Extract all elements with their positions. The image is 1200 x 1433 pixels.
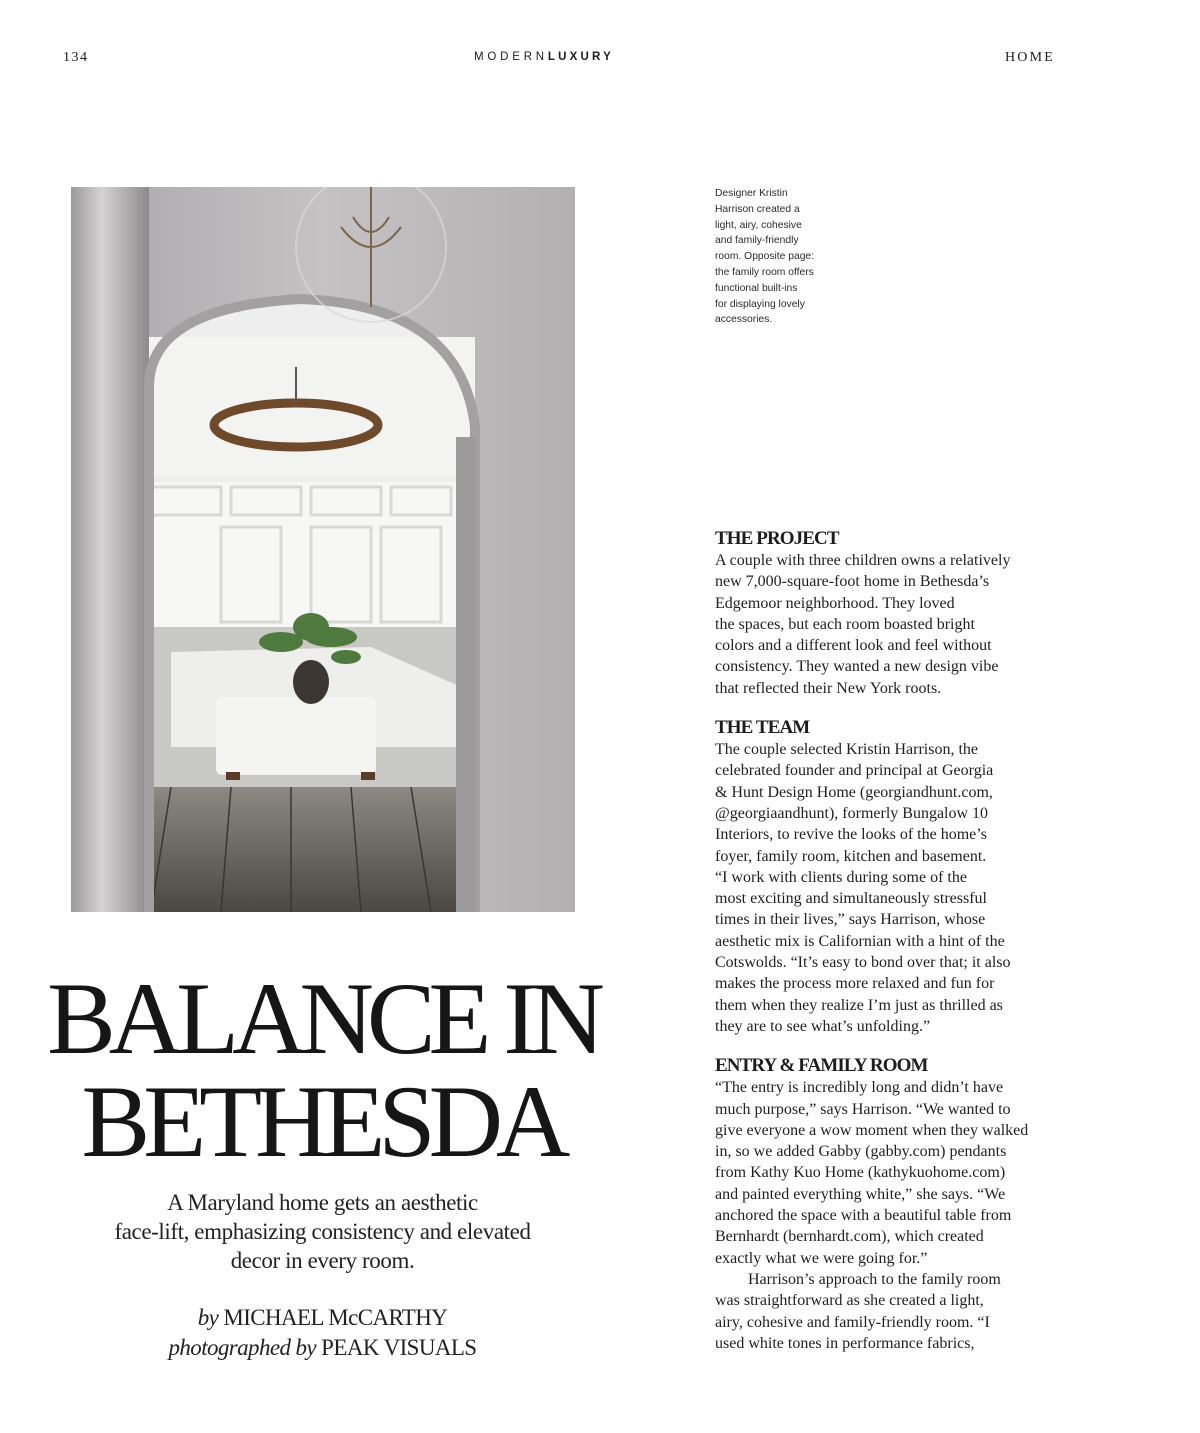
feature-photo xyxy=(71,187,575,912)
headline-line-2: BETHESDA xyxy=(81,1065,564,1179)
caption-line: for displaying lovely xyxy=(715,298,805,310)
body-line: Interiors, to revive the looks of the home’s xyxy=(715,826,987,844)
body-line: that reflected their New York roots. xyxy=(715,679,942,697)
caption-line: and family-friendly xyxy=(715,235,799,247)
body-line: & Hunt Design Home (georgiandhunt.com, xyxy=(715,783,993,801)
masthead-logo xyxy=(474,51,614,63)
caption-line: room. Opposite page: xyxy=(715,251,815,263)
body-line: airy, cohesive and family-friendly room. “I xyxy=(715,1313,990,1331)
caption-line: accessories. xyxy=(715,314,773,326)
dek-line: decor in every room. xyxy=(230,1248,415,1273)
body-line: from Kathy Kuo Home (kathykuohome.com) xyxy=(715,1164,1006,1182)
author-name: MICHAEL McCARTHY xyxy=(223,1305,448,1330)
caption-line: the family room offers xyxy=(715,266,814,278)
section-label: HOME xyxy=(1005,50,1056,65)
masthead-logo-light: MODERN xyxy=(474,51,548,63)
body-line: and painted everything white,” she says. “We xyxy=(715,1185,1006,1203)
page-number: 134 xyxy=(63,50,89,65)
caption-line: functional built-ins xyxy=(715,282,798,294)
body-line: Edgemoor neighborhood. They loved xyxy=(715,594,955,612)
body-line: much purpose,” says Harrison. “We wanted to xyxy=(715,1100,1011,1118)
body-line: them when they realize I’m just as thrilled as xyxy=(715,996,1003,1014)
section-heading: THE PROJECT xyxy=(715,528,839,549)
dek-line: face-lift, emphasizing consistency and elevated xyxy=(114,1219,531,1244)
body-line: Cotswolds. “It’s easy to bond over that; it also xyxy=(715,954,1011,972)
caption-line: Designer Kristin xyxy=(715,188,788,199)
body-line: exactly what we were going for.” xyxy=(715,1249,928,1267)
body-line: anchored the space with a beautiful table from xyxy=(715,1207,1012,1225)
dek-line: A Maryland home gets an aesthetic xyxy=(167,1190,478,1215)
section-heading: ENTRY & FAMILY ROOM xyxy=(715,1055,928,1077)
body-line: the spaces, but each room boasted bright xyxy=(715,615,975,633)
headline-line-1: BALANCE IN xyxy=(47,962,598,1076)
credits xyxy=(40,1303,605,1363)
body-line: most exciting and simultaneously stressful xyxy=(715,890,987,908)
body-line: new 7,000-square-foot home in Bethesda’s xyxy=(715,573,990,591)
body-line: celebrated founder and principal at Georgia xyxy=(715,762,994,780)
section-heading: THE TEAM xyxy=(715,717,810,739)
body-line: makes the process more relaxed and fun for xyxy=(715,975,995,993)
section-the-project xyxy=(715,528,1060,699)
section-paragraph xyxy=(715,550,1060,699)
body-line: “I work with clients during some of the xyxy=(715,868,967,886)
body-line: used white tones in performance fabrics, xyxy=(715,1334,975,1352)
caption-line: Harrison created a xyxy=(715,203,800,215)
body-line: The couple selected Kristin Harrison, the xyxy=(715,741,979,759)
body-line: aesthetic mix is Californian with a hint of the xyxy=(715,932,1005,950)
section-the-team xyxy=(715,717,1060,1037)
body-line: times in their lives,” says Harrison, whose xyxy=(715,911,986,929)
article-body xyxy=(715,528,1060,1372)
section-paragraph xyxy=(715,739,1060,1037)
body-line: “The entry is incredibly long and didn’t have xyxy=(715,1079,1004,1097)
photo-prefix: photographed by xyxy=(168,1335,317,1360)
photo-caption xyxy=(715,186,840,328)
body-line: Harrison’s approach to the family room xyxy=(748,1270,1001,1288)
photographer-name: PEAK VISUALS xyxy=(321,1335,477,1360)
author-credit xyxy=(40,1303,605,1333)
body-line: was straightforward as she created a light, xyxy=(715,1292,984,1310)
photographer-credit xyxy=(40,1333,605,1363)
body-line: Bernhardt (bernhardt.com), which created xyxy=(715,1228,984,1246)
body-line: consistency. They wanted a new design vibe xyxy=(715,658,999,676)
body-line: give everyone a wow moment when they walked xyxy=(715,1121,1029,1139)
body-line: A couple with three children owns a relatively xyxy=(715,552,1011,569)
headline xyxy=(30,962,615,1179)
caption-line: light, airy, cohesive xyxy=(715,219,802,231)
body-line: colors and a different look and feel without xyxy=(715,637,992,655)
dek xyxy=(40,1188,605,1275)
masthead-logo-bold: LUXURY xyxy=(547,51,614,63)
section-paragraph xyxy=(715,1077,1060,1354)
by-prefix: by xyxy=(197,1305,219,1330)
section-entry-family-room xyxy=(715,1055,1060,1354)
body-line: @georgiaandhunt), formerly Bungalow 10 xyxy=(715,804,989,822)
body-line: they are to see what’s unfolding.” xyxy=(715,1017,931,1035)
body-line: foyer, family room, kitchen and basement. xyxy=(715,847,987,865)
body-line: in, so we added Gabby (gabby.com) pendants xyxy=(715,1143,1007,1161)
